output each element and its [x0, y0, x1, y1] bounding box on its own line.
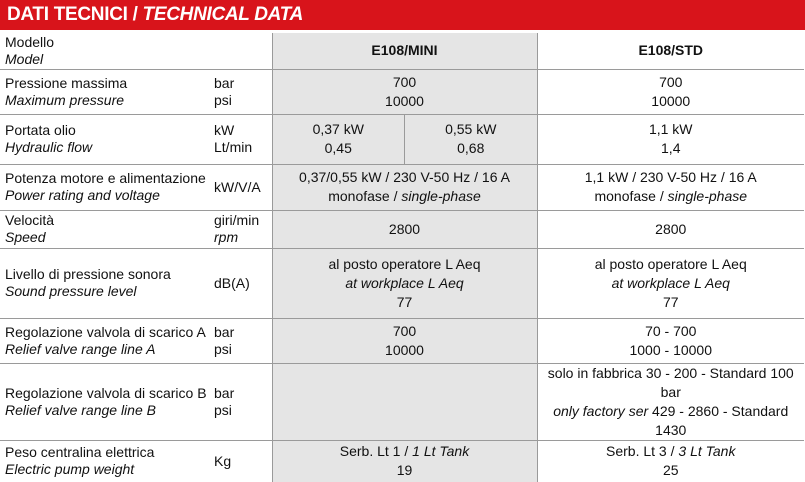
pressure-std [537, 69, 804, 114]
title-main: DATI TECNICI / [7, 4, 143, 25]
sound-unit: dB(A) [214, 248, 272, 318]
label-en: Relief valve range line A [5, 340, 156, 357]
table-row-relief-a [0, 318, 804, 363]
value: solo in fabbrica 30 - 200 - Standard 100 bar [547, 364, 794, 400]
relief-b-units [214, 363, 272, 440]
label-it: Potenza motore e alimentazione [5, 170, 206, 186]
label-en: Maximum pressure [5, 91, 125, 108]
flow-label [0, 114, 214, 164]
pressure-units [214, 69, 272, 114]
value: 10000 [651, 92, 691, 109]
weight-unit: Kg [214, 452, 232, 469]
sound-std [537, 248, 804, 318]
value-part: Serb. Lt 3 / [606, 443, 679, 460]
flow-mini-split [273, 115, 537, 164]
speed-std: 2800 [537, 210, 804, 248]
value: 1,1 kW [648, 121, 693, 137]
power-mini [272, 164, 537, 210]
value [273, 187, 537, 206]
weight-mini [272, 440, 537, 482]
label-it: Livello di pressione sonora [5, 266, 171, 282]
flow-units [214, 114, 272, 164]
label-it: Pressione massima [5, 74, 128, 91]
weight-std [537, 440, 804, 482]
relief-a-label [0, 318, 214, 363]
table-row-model [0, 33, 804, 69]
value [538, 187, 805, 206]
section-title [0, 0, 805, 30]
value: at workplace L Aeq [345, 274, 464, 291]
value: 10000 [385, 341, 424, 358]
title-italic: TECHNICAL DATA [142, 4, 304, 25]
label-it: Peso centralina elettrica [5, 444, 155, 461]
flow-std [537, 114, 804, 164]
value: 25 [662, 462, 679, 479]
value: 77 [662, 293, 679, 310]
sound-mini [272, 248, 537, 318]
power-unit: kW/V/A [214, 164, 272, 210]
unit: psi [214, 401, 232, 418]
col-header-std: E108/STD [537, 33, 804, 69]
value: al posto operatore L Aeq [594, 255, 747, 272]
value: 0,37/0,55 kW / 230 V-50 Hz / 16 A [299, 169, 510, 185]
value: 700 [392, 73, 417, 90]
table-row-flow [0, 114, 804, 164]
value-part: single-phase [667, 188, 748, 204]
power-label [0, 164, 214, 210]
value-part: 1 Lt Tank [412, 443, 470, 460]
flow-mini-b [405, 115, 537, 164]
value: 19 [396, 462, 413, 479]
value-part: Serb. Lt 1 / [339, 443, 413, 460]
value [538, 402, 805, 440]
value-part: 429 - 2860 - Standard 1430 [648, 402, 789, 438]
unit: bar [214, 384, 235, 401]
model-label [0, 33, 214, 69]
value [273, 442, 537, 461]
unit-cell [214, 33, 272, 69]
value: 77 [396, 293, 413, 310]
value: al posto operatore L Aeq [328, 255, 481, 272]
label-it: Velocità [5, 212, 55, 228]
value: 70 - 700 [645, 322, 697, 339]
value: 0,55 kW [445, 121, 497, 137]
unit: giri/min [214, 212, 260, 228]
relief-a-std [537, 318, 804, 363]
unit: bar [214, 74, 235, 91]
value: 0,45 [324, 140, 352, 156]
label-en: Power rating and voltage [5, 187, 160, 203]
label-en: Speed [5, 229, 46, 245]
flow-mini-a [273, 115, 406, 164]
value-part: single-phase [401, 188, 481, 204]
relief-b-label [0, 363, 214, 440]
relief-b-mini [272, 363, 537, 440]
label-it: Regolazione valvola di scarico A [5, 323, 206, 340]
label-en: Model [5, 50, 44, 67]
weight-label [0, 440, 214, 482]
value: 0,68 [457, 140, 485, 156]
speed-mini: 2800 [272, 210, 537, 248]
value: 700 [659, 73, 683, 90]
value-part: 3 Lt Tank [678, 443, 736, 460]
pressure-mini [272, 69, 537, 114]
unit: kW [214, 122, 235, 138]
label-en: Relief valve range line B [5, 401, 156, 418]
label-it: Portata olio [5, 122, 76, 138]
value: 700 [392, 322, 417, 339]
table-row-sound [0, 248, 804, 318]
unit: psi [214, 91, 232, 108]
pressure-label [0, 69, 214, 114]
label-it: Regolazione valvola di scarico B [5, 384, 207, 401]
unit: Lt/min [214, 139, 253, 155]
value-part: only factory ser [553, 402, 649, 419]
value [538, 442, 805, 461]
relief-a-units [214, 318, 272, 363]
label-en: Hydraulic flow [5, 139, 93, 155]
col-header-mini: E108/MINI [272, 33, 537, 69]
value: 10000 [385, 92, 424, 109]
speed-label [0, 210, 214, 248]
label-it: Modello [5, 33, 55, 50]
speed-units [214, 210, 272, 248]
value: 0,37 kW [312, 121, 364, 137]
table-row-speed [0, 210, 804, 248]
unit: bar [214, 323, 235, 340]
sound-label [0, 248, 214, 318]
value-part: monofase / [328, 188, 402, 204]
value: 1,4 [661, 140, 681, 156]
technical-data-table [0, 33, 804, 482]
label-en: Sound pressure level [5, 283, 137, 299]
table-row-weight [0, 440, 804, 482]
value-part: monofase / [594, 188, 668, 204]
value: at workplace L Aeq [611, 274, 730, 291]
unit: rpm [214, 229, 239, 245]
relief-a-mini [272, 318, 537, 363]
value: 1,1 kW / 230 V-50 Hz / 16 A [584, 169, 757, 185]
flow-mini [272, 114, 537, 164]
table-row-pressure [0, 69, 804, 114]
label-en: Electric pump weight [5, 461, 135, 478]
value: 1000 - 10000 [629, 341, 713, 358]
unit: psi [214, 340, 232, 357]
table-row-relief-b [0, 363, 804, 440]
power-std [537, 164, 804, 210]
table-row-power [0, 164, 804, 210]
relief-b-std [537, 363, 804, 440]
